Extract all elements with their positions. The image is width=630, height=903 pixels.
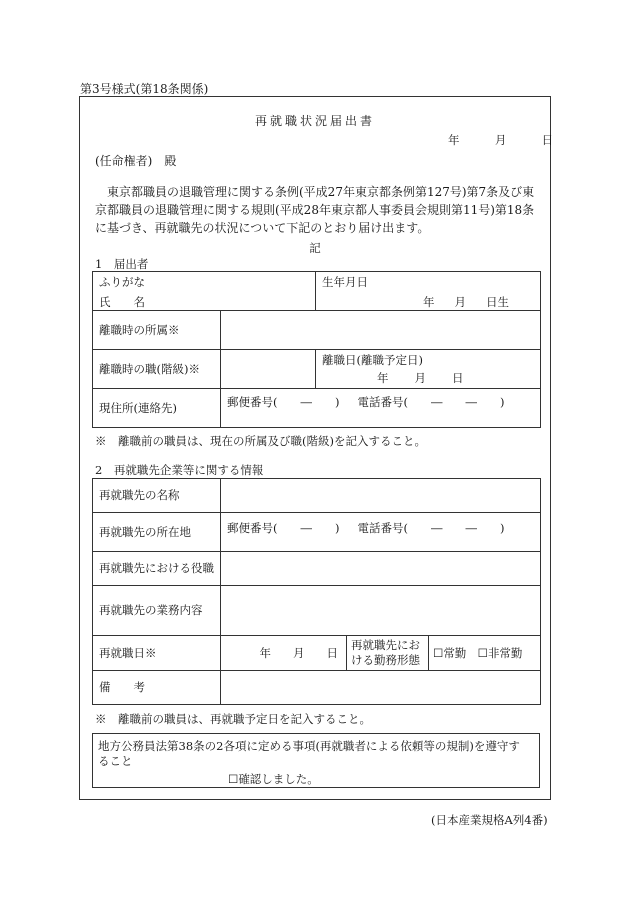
section2-heading: 2 再就職先企業等に関する情報: [95, 463, 264, 477]
confirm-text-line1: 地方公務員法第38条の2各項に定める事項(再就職者による依頼等の規制)を遵守す: [98, 739, 520, 753]
company-name-row: [93, 479, 541, 513]
addressee: (任命権者) 殿: [95, 154, 177, 168]
parttime-label: 非常勤: [487, 645, 523, 660]
phone-number: 電話番号( ― ― ): [357, 395, 505, 409]
date-line: [448, 132, 553, 148]
work-form-options: [429, 636, 541, 671]
date-month: 月: [494, 133, 507, 147]
name-row: [93, 272, 541, 311]
position-label: 離職時の職(階級)※: [93, 350, 221, 389]
section1-heading: 1 届出者: [95, 257, 149, 271]
start-date-label: 再就職日※: [93, 636, 221, 671]
start-month: 月: [293, 645, 305, 660]
confirm-checkbox[interactable]: ☐: [228, 772, 239, 786]
company-name-value[interactable]: [221, 479, 541, 513]
confirmation-box: [92, 733, 540, 788]
ki-label: 記: [309, 241, 321, 255]
work-form-label-line2: ける勤務形態: [351, 653, 420, 667]
company-address-label: 再就職先の所在地: [93, 513, 221, 552]
company-postal: 郵便番号( ― ): [227, 521, 340, 535]
confirm-text-line2: ること: [98, 754, 133, 768]
address-label: 現住所(連絡先): [93, 389, 221, 428]
retire-date-label: 離職日(離職予定日): [322, 353, 423, 367]
company-address-value[interactable]: [221, 513, 541, 552]
position-row: [93, 350, 541, 389]
name-label: 氏 名: [99, 295, 145, 309]
employer-table: [92, 478, 541, 705]
role-row: [93, 552, 541, 586]
form-title: 再就職状況届出書: [254, 114, 375, 128]
fulltime-label: 常勤: [443, 645, 467, 660]
furigana-label: ふりがな: [99, 275, 145, 289]
confirm-check: [228, 771, 319, 787]
business-value[interactable]: [221, 586, 541, 636]
address-row: [93, 389, 541, 428]
business-row: [93, 586, 541, 636]
dept-label: 離職時の所属※: [93, 311, 221, 350]
date-day: 日: [541, 133, 554, 147]
work-form-label: [347, 636, 429, 671]
birth-label: 生年月日: [322, 275, 368, 289]
retire-day: 日: [452, 371, 464, 385]
start-date-value[interactable]: [221, 636, 347, 671]
business-label: 再就職先の業務内容: [93, 586, 221, 636]
retire-date: [322, 371, 534, 386]
birth-date: [322, 295, 534, 310]
company-address-row: [93, 513, 541, 552]
birth-year: 年: [423, 295, 435, 309]
dept-value[interactable]: [221, 311, 541, 350]
start-year: 年: [259, 645, 271, 660]
section2-note: ※ 離職前の職員は、再就職予定日を記入すること。: [95, 712, 371, 726]
name-cell: [93, 272, 316, 311]
remarks-row: [93, 671, 541, 705]
company-name-label: 再就職先の名称: [93, 479, 221, 513]
fulltime-checkbox[interactable]: ☐: [433, 645, 444, 660]
birth-cell[interactable]: [316, 272, 541, 311]
role-label: 再就職先における役職: [93, 552, 221, 586]
birth-day: 日生: [486, 295, 509, 309]
paper-size-note: (日本産業規格A列4番): [431, 813, 548, 827]
retire-date-cell[interactable]: [316, 350, 541, 389]
address-value[interactable]: [221, 389, 541, 428]
start-date-row: [93, 636, 541, 671]
section1-note: ※ 離職前の職員は、現在の所属及び職(階級)を記入すること。: [95, 434, 426, 448]
remarks-label: 備 考: [93, 671, 221, 705]
dept-row: [93, 311, 541, 350]
retire-year: 年: [377, 371, 389, 385]
postal-code: 郵便番号( ― ): [227, 395, 340, 409]
intro-paragraph: 東京都職員の退職管理に関する条例(平成27年東京都条例第127号)第7条及び東京都職員の退職管理に関する規則(平成28年東京都人事委員会規則第11号)第18条に基づき、再就職先の状況について下記のとおり届け出ます。: [95, 185, 535, 235]
date-year: 年: [448, 133, 460, 147]
retire-month: 月: [414, 371, 426, 385]
company-phone: 電話番号( ― ― ): [357, 521, 505, 535]
remarks-value[interactable]: [221, 671, 541, 705]
form-number: 第3号様式(第18条関係): [80, 82, 209, 96]
birth-month: 月: [454, 295, 466, 309]
parttime-checkbox[interactable]: ☐: [477, 645, 488, 660]
work-form-label-line1: 再就職先にお: [351, 638, 420, 652]
applicant-table: [92, 271, 541, 428]
start-day: 日: [326, 645, 338, 660]
position-value[interactable]: [221, 350, 316, 389]
role-value[interactable]: [221, 552, 541, 586]
confirm-checkbox-label: 確認しました。: [238, 772, 319, 786]
